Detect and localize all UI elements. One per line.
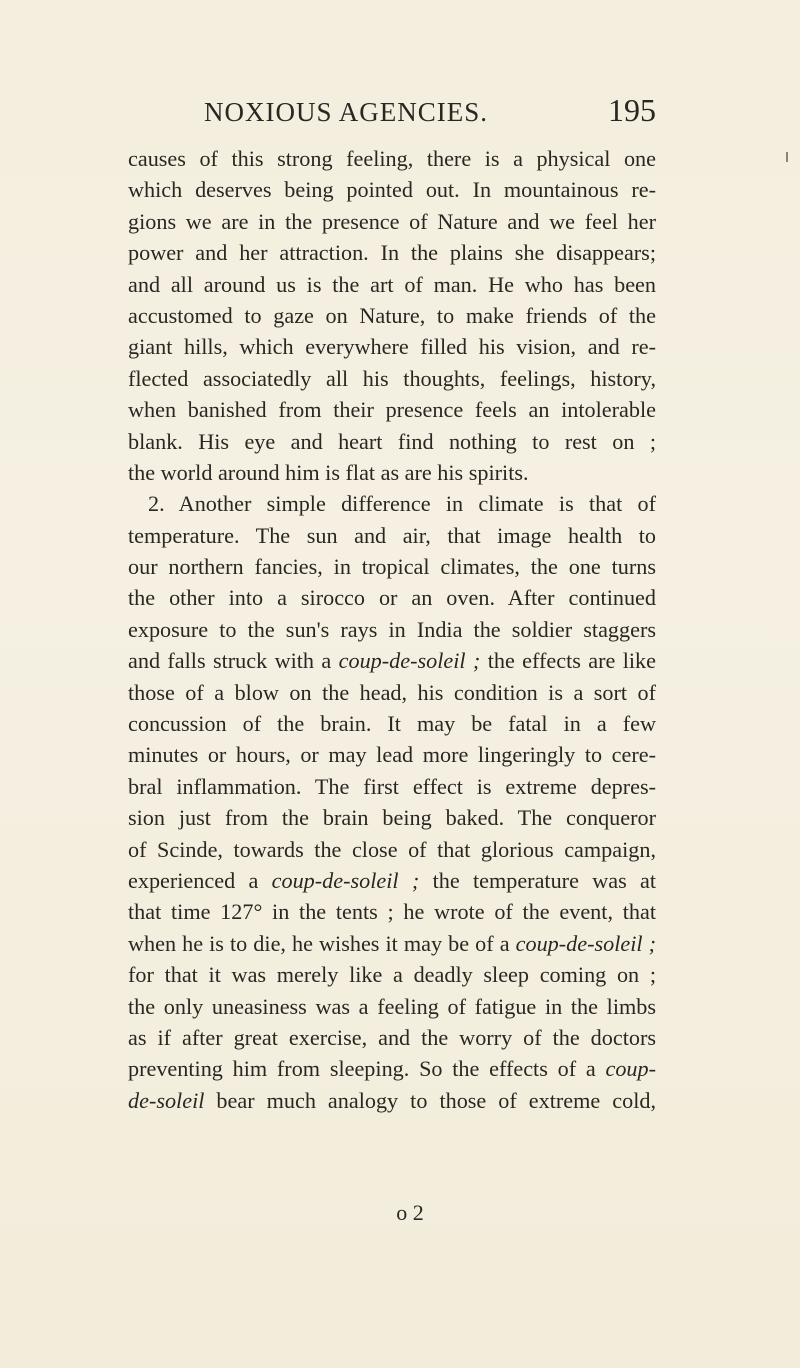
text-segment: and falls struck with a [128, 648, 332, 674]
text-segment: experienced a [128, 867, 259, 893]
text-line: when banished from their presence feels an intolerable [128, 397, 656, 423]
text-segment: bear much analogy to those of extreme cold, [216, 1087, 656, 1113]
text-line: those of a blow on the head, his condition is a sort of [128, 679, 656, 705]
text-line [128, 645, 656, 676]
text-line [128, 865, 656, 896]
margin-mark [786, 152, 788, 162]
text-segment: when he is to die, he wishes it may be of a [128, 930, 510, 956]
italic-term: de-soleil [128, 1087, 205, 1113]
text-line: our northern fancies, in tropical climates, the one turns [128, 554, 656, 580]
text-line: causes of this strong feeling, there is a physical one [128, 146, 656, 171]
italic-term: coup-de-soleil ; [271, 867, 420, 893]
text-line: 2. Another simple difference in climate is that of [148, 491, 656, 517]
text-line: that time 127° in the tents ; he wrote of the event, that [128, 899, 656, 925]
text-line [128, 928, 656, 959]
text-line: the world around him is flat as are his spirits. [128, 459, 529, 485]
text-line [128, 1053, 656, 1084]
text-segment: the temperature was at [432, 867, 657, 893]
text-line: sion just from the brain being baked. The conqueror [128, 805, 656, 831]
text-line: accustomed to gaze on Nature, to make friends of the [128, 302, 656, 328]
text-line: the only uneasiness was a feeling of fatigue in the limbs [128, 993, 656, 1019]
text-line: gions we are in the presence of Nature and we feel her [128, 208, 656, 234]
text-line: concussion of the brain. It may be fatal in a few [128, 711, 656, 737]
text-line: power and her attraction. In the plains she disappears; [128, 240, 656, 266]
running-head: NOXIOUS AGENCIES. [204, 97, 489, 127]
text-line: blank. His eye and heart find nothing to rest on ; [128, 428, 656, 454]
text-line: bral inflammation. The first effect is extreme depres- [128, 773, 656, 799]
italic-term: coup- [605, 1056, 656, 1082]
text-line: which deserves being pointed out. In mountainous re- [128, 177, 656, 203]
text-line: temperature. The sun and air, that image health to [128, 522, 656, 548]
text-line: flected associatedly all his thoughts, feelings, history, [128, 365, 656, 391]
text-line: minutes or hours, or may lead more lingeringly to cere- [128, 742, 656, 768]
text-line: as if after great exercise, and the worry of the doctors [128, 1024, 656, 1050]
text-line: exposure to the sun's rays in India the soldier staggers [128, 616, 656, 642]
italic-term: coup-de-soleil ; [338, 648, 481, 674]
italic-term: coup-de-soleil ; [515, 930, 657, 956]
page-number: 195 [608, 92, 656, 128]
signature-mark: o 2 [396, 1200, 424, 1225]
text-line: and all around us is the art of man. He who has been [128, 271, 656, 297]
page-header [128, 92, 656, 132]
text-segment: preventing him from sleeping. So the effects of a [128, 1056, 596, 1082]
body-text [128, 143, 656, 1116]
text-segment: the effects are like [487, 648, 656, 674]
text-line: for that it was merely like a deadly sleep coming on ; [128, 962, 656, 988]
text-line: giant hills, which everywhere filled his vision, and re- [128, 334, 656, 360]
text-line: the other into a sirocco or an oven. After continued [128, 585, 656, 611]
text-line: of Scinde, towards the close of that glorious campaign, [128, 836, 656, 862]
text-line [128, 1085, 656, 1116]
